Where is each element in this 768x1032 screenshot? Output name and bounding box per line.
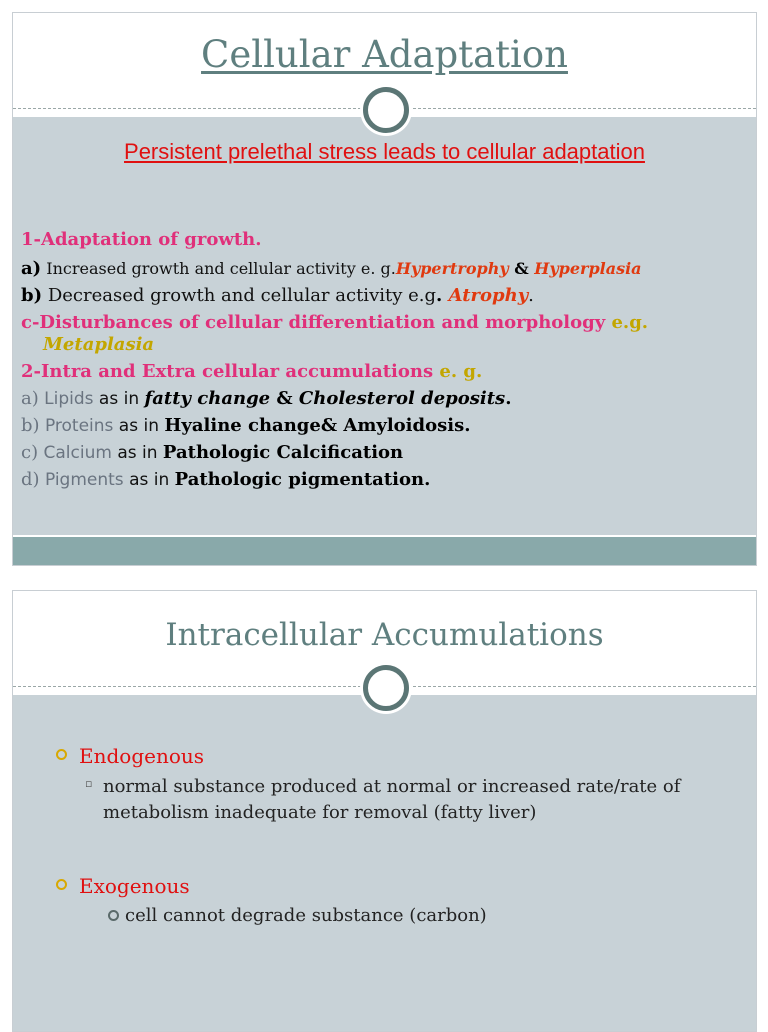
item-letter: b) (21, 415, 40, 436)
item-letter: a) (21, 388, 39, 409)
slide-cellular-adaptation (12, 12, 757, 566)
adaptation-heading: 1-Adaptation of growth. (21, 229, 262, 250)
item-name: Proteins (39, 416, 114, 436)
term-cholesterol: Cholesterol deposits (298, 388, 506, 409)
slide-subtitle: Persistent prelethal stress leads to cellular adaptation (124, 139, 645, 164)
line-differentiation (21, 312, 648, 333)
line-accumulations (21, 361, 482, 382)
eg-label: e.g. (605, 312, 649, 333)
item-name: Calcium (38, 443, 112, 463)
divider-circle-icon (363, 665, 409, 711)
endogenous-heading: Endogenous (79, 744, 205, 768)
dot: . (436, 285, 443, 306)
term-hyperplasia: Hyperplasia (534, 259, 642, 278)
item-text: c-Disturbances of cellular differentiation and morphology (21, 312, 606, 333)
item-letter: b) (21, 285, 43, 306)
item-name: Pigments (39, 470, 124, 490)
exogenous-heading: Exogenous (79, 874, 190, 898)
as-in: as in (111, 443, 163, 463)
bullet-circle-icon (108, 910, 119, 921)
exogenous-detail: cell cannot degrade substance (carbon) (125, 905, 487, 926)
as-in: as in (123, 470, 175, 490)
footer-bar (13, 537, 756, 565)
bullet-circle-icon (56, 749, 67, 760)
item-letter: c) (21, 442, 39, 463)
term-metaplasia: Metaplasia (43, 334, 155, 355)
divider-circle-icon (363, 87, 409, 133)
endogenous-detail: normal substance produced at normal or increased rate/rate of metabolism inadequate for removal (fatty liver) (103, 776, 681, 823)
period: . (528, 285, 534, 306)
term-pigmentation: Pathologic pigmentation. (174, 469, 431, 490)
item-letter: a) (21, 258, 42, 279)
ampersand: & (508, 259, 535, 278)
bullet-circle-icon (56, 879, 67, 890)
item-letter: d) (21, 469, 40, 490)
line-decreased-growth (21, 285, 534, 306)
eg-label: e. g. (433, 361, 483, 382)
term-hyaline: Hyaline change& Amyloidosis. (164, 415, 471, 436)
period: . (505, 388, 512, 409)
item-text: Increased growth and cellular activity e. g. (41, 259, 396, 278)
line-lipids (21, 388, 511, 409)
line-calcium (21, 442, 403, 463)
slide-title: Cellular Adaptation (201, 33, 568, 76)
item-text: 2-Intra and Extra cellular accumulations (21, 361, 434, 382)
line-proteins (21, 415, 470, 436)
term-hypertrophy: Hypertrophy (395, 259, 509, 278)
term-fatty-change: fatty change (144, 388, 271, 409)
as-in: as in (113, 416, 165, 436)
line-pigments (21, 469, 430, 490)
term-calcification: Pathologic Calcification (162, 442, 404, 463)
line-increased-growth (21, 258, 642, 279)
slide-intracellular-accumulations (12, 590, 757, 1032)
item-text: Decreased growth and cellular activity e.g (42, 285, 437, 306)
bullet-square-icon: ▫ (85, 777, 93, 790)
slide-title: Intracellular Accumulations (165, 617, 604, 653)
term-atrophy: Atrophy (442, 285, 529, 306)
as-in: as in (93, 389, 145, 409)
item-name: Lipids (38, 389, 94, 409)
ampersand: & (270, 388, 299, 409)
